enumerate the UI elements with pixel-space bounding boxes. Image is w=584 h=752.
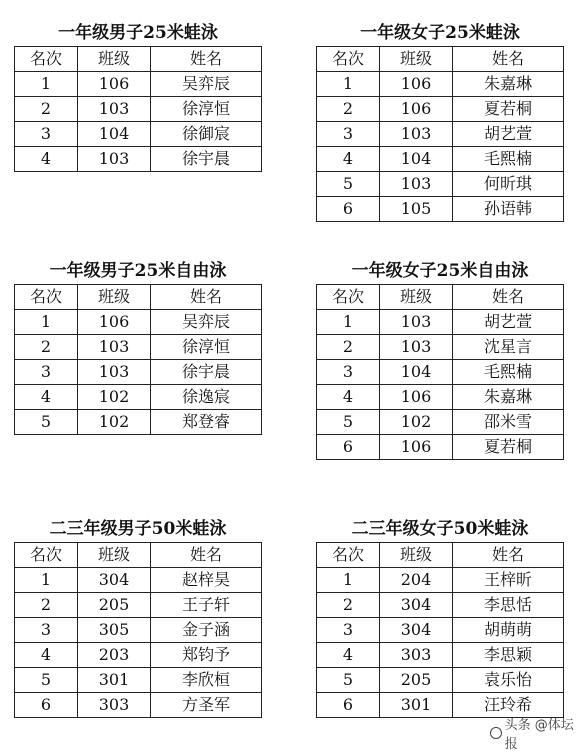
- results-table: [14, 284, 262, 435]
- header-name: 姓名: [453, 47, 564, 72]
- header-name: 姓名: [151, 543, 262, 568]
- rank-cell: 3: [317, 618, 380, 643]
- rank-cell: 4: [317, 385, 380, 410]
- table-header-row: [317, 543, 564, 568]
- class-cell: 103: [380, 310, 453, 335]
- table-row: [15, 147, 262, 172]
- header-rank: 名次: [15, 47, 78, 72]
- rank-cell: 2: [317, 335, 380, 360]
- rank-cell: 3: [15, 360, 78, 385]
- rank-cell: 1: [15, 310, 78, 335]
- table-row: [15, 310, 262, 335]
- name-cell: 李思颖: [453, 643, 564, 668]
- table-row: [15, 668, 262, 693]
- rank-cell: 2: [317, 97, 380, 122]
- class-cell: 102: [380, 410, 453, 435]
- header-name: 姓名: [453, 543, 564, 568]
- rank-cell: 5: [15, 668, 78, 693]
- class-cell: 304: [380, 593, 453, 618]
- name-cell: 徐淳恒: [151, 335, 262, 360]
- header-rank: 名次: [317, 543, 380, 568]
- table-row: [317, 97, 564, 122]
- name-cell: 邵米雪: [453, 410, 564, 435]
- table-row: [15, 410, 262, 435]
- table-row: [317, 618, 564, 643]
- table-row: [317, 197, 564, 222]
- name-cell: 吴弈辰: [151, 72, 262, 97]
- name-cell: 徐宇晨: [151, 360, 262, 385]
- table-row: [15, 385, 262, 410]
- rank-cell: 5: [317, 410, 380, 435]
- class-cell: 304: [380, 618, 453, 643]
- table-title: 一年级女子25米蛙泳: [360, 23, 520, 43]
- table-row: [317, 122, 564, 147]
- table-title: 二三年级男子50米蛙泳: [49, 519, 227, 539]
- table-row: [317, 643, 564, 668]
- rank-cell: 4: [15, 147, 78, 172]
- table-block-4: [14, 516, 262, 718]
- name-cell: 朱嘉琳: [453, 72, 564, 97]
- table-block-1: [316, 20, 564, 222]
- rank-cell: 2: [15, 97, 78, 122]
- results-table: [14, 46, 262, 172]
- name-cell: 袁乐怡: [453, 668, 564, 693]
- header-rank: 名次: [317, 47, 380, 72]
- class-cell: 103: [380, 172, 453, 197]
- name-cell: 沈星言: [453, 335, 564, 360]
- table-row: [317, 310, 564, 335]
- name-cell: 徐淳恒: [151, 97, 262, 122]
- header-rank: 名次: [317, 285, 380, 310]
- rank-cell: 1: [15, 568, 78, 593]
- class-cell: 104: [78, 122, 151, 147]
- header-class: 班级: [380, 47, 453, 72]
- table-row: [317, 410, 564, 435]
- rank-cell: 4: [15, 643, 78, 668]
- class-cell: 106: [380, 385, 453, 410]
- class-cell: 102: [78, 385, 151, 410]
- header-class: 班级: [78, 543, 151, 568]
- name-cell: 王子轩: [151, 593, 262, 618]
- table-header-row: [317, 285, 564, 310]
- rank-cell: 2: [317, 593, 380, 618]
- name-cell: 郑钧予: [151, 643, 262, 668]
- name-cell: 孙语韩: [453, 197, 564, 222]
- table-header-row: [317, 47, 564, 72]
- name-cell: 何昕琪: [453, 172, 564, 197]
- table-title: 一年级女子25米自由泳: [351, 261, 529, 281]
- table-row: [15, 618, 262, 643]
- table-row: [317, 72, 564, 97]
- table-block-5: [316, 516, 564, 718]
- class-cell: 105: [380, 197, 453, 222]
- class-cell: 103: [380, 122, 453, 147]
- class-cell: 103: [78, 335, 151, 360]
- class-cell: 305: [78, 618, 151, 643]
- rank-cell: 6: [15, 693, 78, 718]
- rank-cell: 3: [317, 122, 380, 147]
- class-cell: 104: [380, 147, 453, 172]
- header-rank: 名次: [15, 543, 78, 568]
- header-class: 班级: [78, 285, 151, 310]
- results-table: [14, 542, 262, 718]
- name-cell: 王梓昕: [453, 568, 564, 593]
- table-row: [317, 172, 564, 197]
- name-cell: 方圣军: [151, 693, 262, 718]
- class-cell: 106: [78, 72, 151, 97]
- class-cell: 106: [380, 72, 453, 97]
- name-cell: 毛熙楠: [453, 360, 564, 385]
- table-row: [15, 568, 262, 593]
- header-name: 姓名: [151, 285, 262, 310]
- name-cell: 吴弈辰: [151, 310, 262, 335]
- table-row: [15, 360, 262, 385]
- header-name: 姓名: [151, 47, 262, 72]
- table-block-0: [14, 20, 262, 172]
- class-cell: 103: [380, 335, 453, 360]
- rank-cell: 1: [317, 568, 380, 593]
- name-cell: 胡艺萱: [453, 122, 564, 147]
- results-table: [316, 46, 564, 222]
- class-cell: 106: [380, 435, 453, 460]
- rank-cell: 5: [15, 410, 78, 435]
- name-cell: 李思恬: [453, 593, 564, 618]
- class-cell: 205: [380, 668, 453, 693]
- class-cell: 303: [380, 643, 453, 668]
- header-rank: 名次: [15, 285, 78, 310]
- class-cell: 104: [380, 360, 453, 385]
- class-cell: 102: [78, 410, 151, 435]
- header-class: 班级: [78, 47, 151, 72]
- class-cell: 301: [380, 693, 453, 718]
- class-cell: 103: [78, 97, 151, 122]
- class-cell: 103: [78, 147, 151, 172]
- class-cell: 303: [78, 693, 151, 718]
- rank-cell: 1: [317, 72, 380, 97]
- rank-cell: 2: [15, 335, 78, 360]
- class-cell: 106: [380, 97, 453, 122]
- rank-cell: 3: [15, 618, 78, 643]
- table-title: 一年级男子25米自由泳: [49, 261, 227, 281]
- class-cell: 304: [78, 568, 151, 593]
- name-cell: 朱嘉琳: [453, 385, 564, 410]
- table-row: [15, 693, 262, 718]
- rank-cell: 1: [317, 310, 380, 335]
- table-header-row: [15, 543, 262, 568]
- table-block-2: [14, 258, 262, 435]
- table-row: [317, 147, 564, 172]
- table-row: [15, 643, 262, 668]
- rank-cell: 6: [317, 693, 380, 718]
- table-row: [317, 435, 564, 460]
- table-row: [15, 72, 262, 97]
- class-cell: 203: [78, 643, 151, 668]
- name-cell: 徐逸宸: [151, 385, 262, 410]
- table-title: 一年级男子25米蛙泳: [58, 23, 218, 43]
- class-cell: 103: [78, 360, 151, 385]
- toutiao-logo-icon: [490, 727, 502, 739]
- name-cell: 李欣桓: [151, 668, 262, 693]
- table-header-row: [15, 47, 262, 72]
- rank-cell: 3: [15, 122, 78, 147]
- class-cell: 205: [78, 593, 151, 618]
- class-cell: 106: [78, 310, 151, 335]
- results-table: [316, 284, 564, 460]
- rank-cell: 4: [317, 643, 380, 668]
- rank-cell: 5: [317, 668, 380, 693]
- table-header-row: [15, 285, 262, 310]
- rank-cell: 4: [317, 147, 380, 172]
- table-title: 二三年级女子50米蛙泳: [351, 519, 529, 539]
- name-cell: 汪玲希: [453, 693, 564, 718]
- rank-cell: 3: [317, 360, 380, 385]
- rank-cell: 6: [317, 197, 380, 222]
- watermark: [490, 714, 584, 752]
- table-row: [317, 593, 564, 618]
- name-cell: 夏若桐: [453, 435, 564, 460]
- table-row: [317, 668, 564, 693]
- table-row: [15, 97, 262, 122]
- header-class: 班级: [380, 543, 453, 568]
- results-table: [316, 542, 564, 718]
- name-cell: 毛熙楠: [453, 147, 564, 172]
- rank-cell: 2: [15, 593, 78, 618]
- table-row: [15, 122, 262, 147]
- name-cell: 胡艺萱: [453, 310, 564, 335]
- name-cell: 徐御宸: [151, 122, 262, 147]
- name-cell: 赵梓昊: [151, 568, 262, 593]
- table-row: [317, 385, 564, 410]
- name-cell: 金子涵: [151, 618, 262, 643]
- table-row: [317, 360, 564, 385]
- rank-cell: 1: [15, 72, 78, 97]
- name-cell: 夏若桐: [453, 97, 564, 122]
- name-cell: 郑登睿: [151, 410, 262, 435]
- name-cell: 徐宇晨: [151, 147, 262, 172]
- table-row: [317, 335, 564, 360]
- header-class: 班级: [380, 285, 453, 310]
- rank-cell: 4: [15, 385, 78, 410]
- rank-cell: 6: [317, 435, 380, 460]
- rank-cell: 5: [317, 172, 380, 197]
- watermark-text: 头条 @体坛报: [504, 718, 574, 752]
- name-cell: 胡萌萌: [453, 618, 564, 643]
- table-row: [15, 335, 262, 360]
- class-cell: 204: [380, 568, 453, 593]
- class-cell: 301: [78, 668, 151, 693]
- table-block-3: [316, 258, 564, 460]
- header-name: 姓名: [453, 285, 564, 310]
- table-row: [15, 593, 262, 618]
- table-row: [317, 568, 564, 593]
